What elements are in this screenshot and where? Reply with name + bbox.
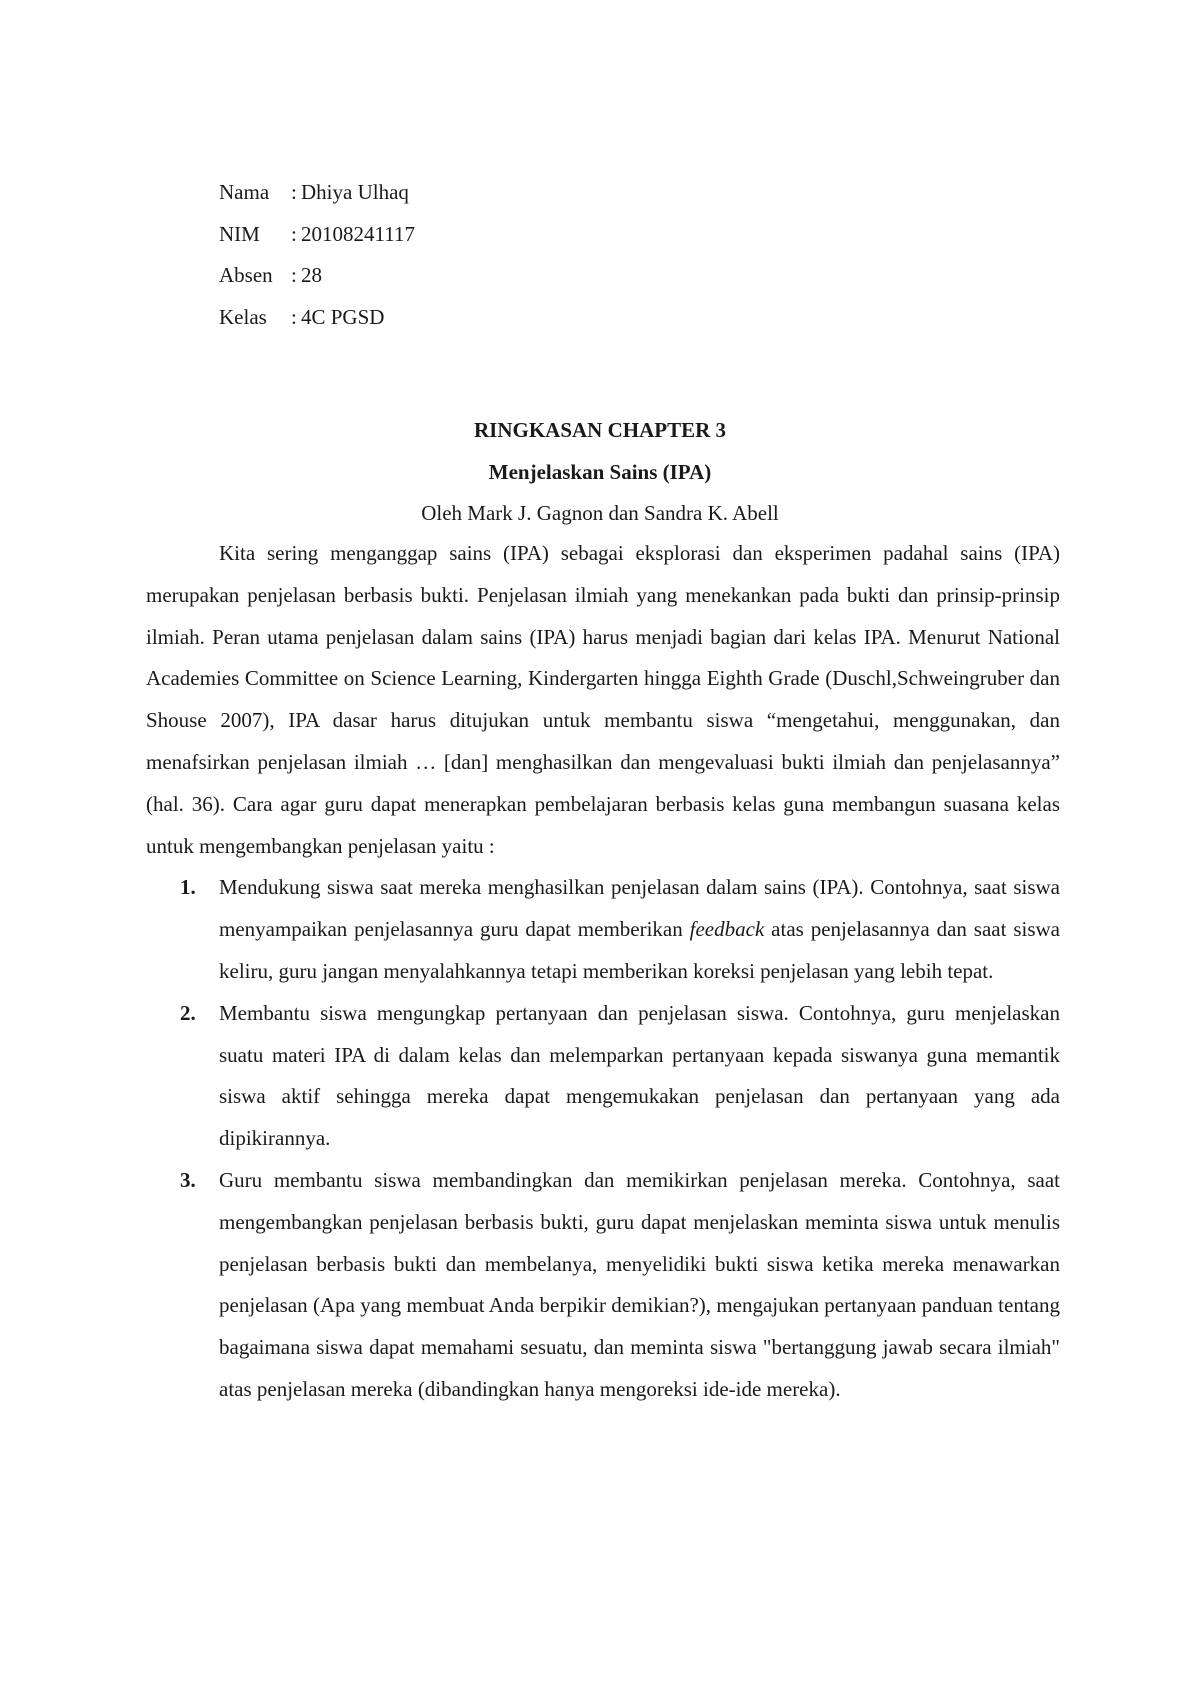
list-item-text: Mendukung siswa saat mereka menghasilkan penjelasan dalam sains (IPA). Contohnya, saat siswa menyampaikan penjelasannya guru dapat memberikan [219,875,1060,942]
list-item [146,867,1060,992]
identity-value: 28 [301,263,322,287]
identity-separator: : [291,263,297,287]
document-title: RINGKASAN CHAPTER 3 [473,418,727,442]
identity-row-absen [219,255,415,297]
list-item-italic-term: feedback [689,917,765,942]
identity-value: 4C PGSD [301,304,385,329]
identity-label: Absen [219,263,273,287]
document-heading [0,410,1200,535]
list-item [146,1160,1060,1411]
list-item-number: 1. [180,875,196,900]
student-identity-block [219,172,415,338]
identity-label: Kelas [219,304,267,329]
document-body [146,533,1060,1411]
identity-value: 20108241117 [301,221,415,246]
identity-row-kelas [219,297,415,339]
identity-separator: : [291,180,297,204]
points-list [146,867,1060,1410]
list-item-text: Membantu siswa mengungkap pertanyaan dan penjelasan siswa. Contohnya, guru menjelaskan suatu materi IPA di dalam kelas dan melemparkan pertanyaan kepada siswanya guna memantik siswa aktif sehingga mereka dapat mengemukakan penjelasan dan pertanyaan yang ada dipikirannya. [219,1000,1060,1151]
list-item-number: 3. [180,1167,196,1192]
list-item-number: 2. [180,1000,196,1025]
identity-row-nim [219,214,415,256]
identity-separator: : [291,304,297,329]
identity-value: Dhiya Ulhaq [301,180,409,204]
document-subtitle: Menjelaskan Sains (IPA) [488,459,712,484]
list-item-text-continued: atas penjelasannya dan saat siswa keliru, guru jangan menyalahkannya tetapi memberikan koreksi penjelasan yang lebih tepat. [219,917,1060,983]
document-authors: Oleh Mark J. Gagnon dan Sandra K. Abell [421,501,779,525]
identity-row-nama [219,172,415,214]
identity-label: NIM [219,221,260,246]
list-item [146,993,1060,1160]
list-item-text: Guru membantu siswa membandingkan dan memikirkan penjelasan mereka. Contohnya, saat mengembangkan penjelasan berbasis bukti, guru dapat menjelaskan meminta siswa untuk menulis penjelasan berbasis bukti dan membelanya, menyelidiki bukti siswa ketika mereka menawarkan penjelasan (Apa yang membuat Anda berpikir demikian?), mengajukan pertanyaan panduan tentang bagaimana siswa dapat memahami sesuatu, dan meminta siswa "bertanggung jawab secara ilmiah" atas penjelasan mereka (dibandingkan hanya mengoreksi ide-ide mereka). [219,1167,1060,1401]
identity-separator: : [291,221,297,246]
identity-label: Nama [219,180,270,204]
intro-paragraph: Kita sering menganggap sains (IPA) sebagai eksplorasi dan eksperimen padahal sains (IPA) merupakan penjelasan berbasis bukti. Penjelasan ilmiah yang menekankan pada bukti dan prinsip-prinsip ilmiah. Peran utama penjelasan dalam sains (IPA) harus menjadi bagian dari kelas IPA. Menurut National Academies Committee on Science Learning, Kindergarten hingga Eighth Grade (Duschl,Schweingruber dan Shouse 2007), IPA dasar harus ditujukan untuk membantu siswa “mengetahui, menggunakan, dan menafsirkan penjelasan ilmiah … [dan] menghasilkan dan mengevaluasi bukti ilmiah dan penjelasannya” (hal. 36). Cara agar guru dapat menerapkan pembelajaran berbasis kelas guna membangun suasana kelas untuk mengembangkan penjelasan yaitu : [146,541,1060,858]
